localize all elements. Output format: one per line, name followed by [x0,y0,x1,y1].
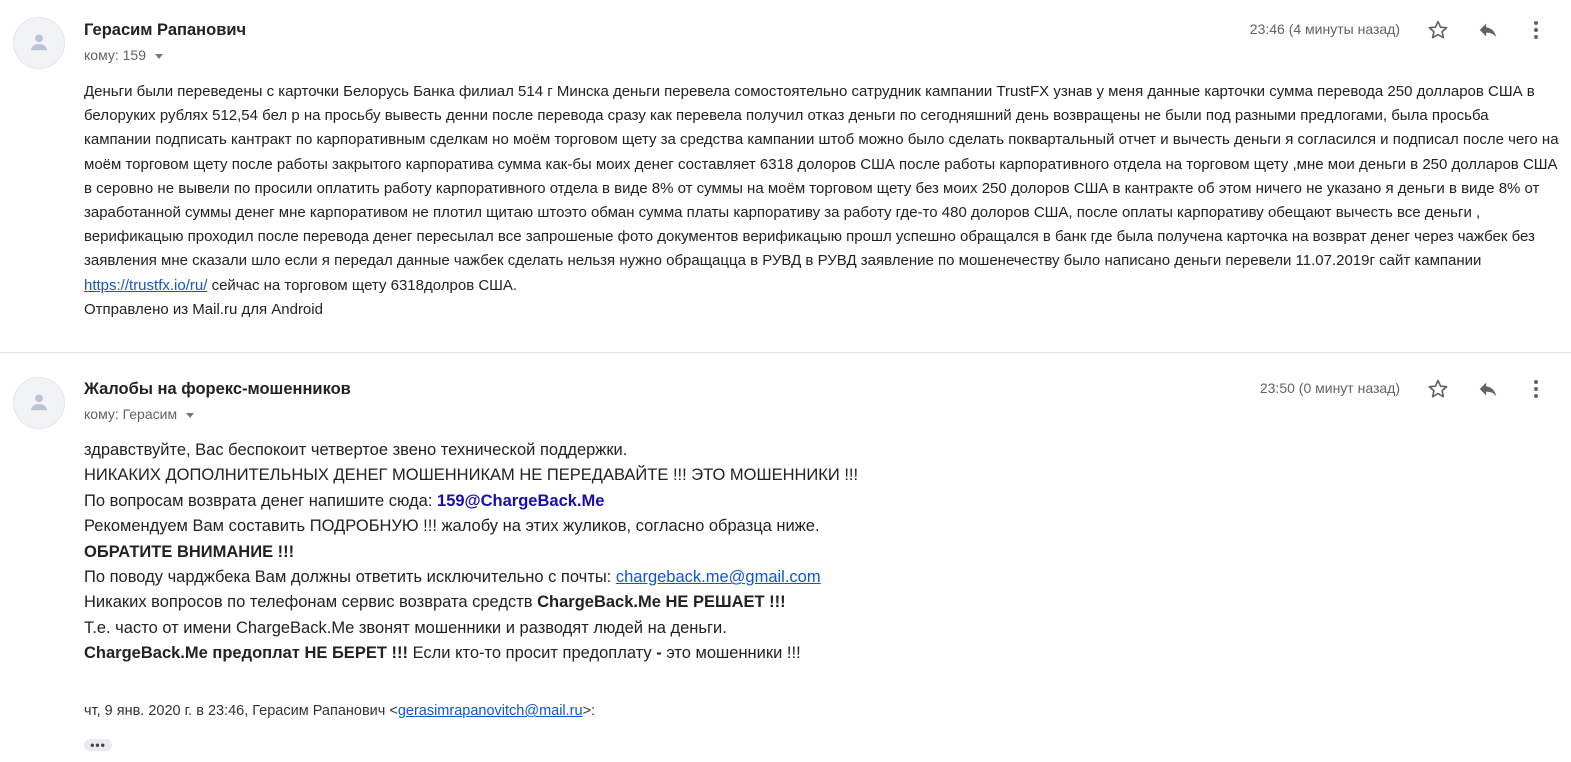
star-button[interactable] [1422,14,1454,46]
more-vert-icon [1533,20,1539,40]
recipient-text: кому: Герасим [84,406,178,422]
body-text: Если кто-то просит предоплату [407,644,657,663]
recipient-line[interactable] [84,406,194,422]
quote-email-link[interactable]: gerasimrapanovitch@mail.ru [397,703,583,719]
recipient-text: кому: 159 [84,47,146,63]
body-text-bold: ChargeBack.Me предоплат НЕ БЕРЕТ !!! [84,644,408,663]
body-text: По вопросам возврата денег напишите сюда: [84,491,438,510]
body-line: здравствуйте, Вас беспокоит четвертое звено технической поддержки. [84,441,628,459]
person-icon [28,391,50,413]
body-line [84,565,1544,590]
message-time: 23:46 (4 минуты назад) [1249,21,1400,37]
support-email-link[interactable]: 159@ChargeBack.Me [437,491,605,510]
reply-icon [1477,19,1499,41]
reply-icon [1477,378,1499,400]
body-text-bold: ChargeBack.Me НЕ РЕШАЕТ !!! [537,593,786,612]
body-line [84,590,1544,615]
body-text: Деньги были переведены с карточки Белорусь Банка филиал 514 г Минска деньги перевела сомостоятельно сатрудник кампании TrustFX узнав у меня данные карточки сумма перевода 250 долларов США в белоруких рублях 512,54 бел р на просьбу вывесть денни после перевода сразу как перевела получил отказ деньги по сегодняшний день возвращены не были под разными предлогами, была просьба кампании подписать кантракт по карпоративным сделкам но моём торговом щету за средства кампании штоб можно было сделать поквартальный отчет и вычесть деньги я согласился и подписал после чего на моём торговом щету после работы закрытого карпоратива сумма как-бы моих денег составляет 6318 долоров США после работы карпоративного отдела на торговом щету ,мне мои деньги в 250 долларов США в серовно не вывели по просили оплатить работу карпоративного отдела в виде 8% от суммы на моём торговом щету без моих 250 долоров США в кантракте об этом ничего не указано я деньги в виде 8% от заработанной суммы денег мне карпоративом не плотил щитаю штоэто обман сумма платы карпоративу за работу где-то 480 долоров США, после оплаты карпоративу обещают вычесть все деньги , верификацыю проходил после перевода денег пересылал все запрошеные фото документов верификацыю прошл успешно обращался в банк где была получена карточка на возврат денег через чажбек без заявления мне сказали шло если я передал данные чажбек сделать нельзя нужно обращацца в РУВД в РУВД заявление по мошенечеству было написано деньги перевели 11.07.2019г сайт кампании [84,83,1559,270]
body-paragraph [84,80,1559,298]
message-body [84,80,1559,322]
star-button[interactable] [1422,373,1454,405]
body-line: Рекомендуем Вам составить ПОДРОБНУЮ !!! жалобу на этих жуликов, согласно образца ниже. [84,517,820,536]
dropdown-caret-icon[interactable] [155,54,163,59]
recipient-line[interactable] [84,47,163,63]
reply-button[interactable] [1472,14,1504,46]
body-line: Т.е. часто от имени ChargeBack.Me звонят мошенники и разводят людей на деньги. [84,618,727,637]
body-dash: - [656,644,662,663]
more-options-button[interactable] [1520,373,1552,405]
more-options-button[interactable] [1520,14,1552,46]
signature: Отправлено из Mail.ru для Android [84,300,323,318]
quote-suffix: >: [582,703,596,719]
star-icon [1427,19,1449,41]
more-vert-icon [1533,379,1539,399]
quote-prefix: чт, 9 янв. 2020 г. в 23:46, Герасим Рапанович < [84,703,398,719]
sender-avatar[interactable] [13,377,65,429]
body-line [84,489,1544,514]
body-text: это мошенники !!! [661,644,801,663]
person-icon [28,31,50,53]
gmail-link[interactable]: chargeback.me@gmail.com [615,568,821,587]
site-link[interactable]: https://trustfx.io/ru/ [84,276,208,294]
body-text-after: сейчас на торговом щету 6318долров США. [211,276,518,294]
sender-name[interactable]: Герасим Рапанович [84,21,247,39]
quoted-header [84,703,595,719]
body-line [84,641,1544,666]
star-icon [1427,378,1449,400]
message-time: 23:50 (0 минут назад) [1259,380,1400,396]
sender-avatar[interactable] [13,17,65,69]
show-trimmed-content-button[interactable]: ••• [84,739,112,751]
body-line: НИКАКИХ ДОПОЛНИТЕЛЬНЫХ ДЕНЕГ МОШЕННИКАМ НЕ ПЕРЕДАВАЙТЕ !!! ЭТО МОШЕННИКИ !!! [84,466,859,485]
body-line-bold: ОБРАТИТЕ ВНИМАНИЕ !!! [84,542,295,561]
email-message-2 [0,353,1571,762]
dropdown-caret-icon[interactable] [186,413,194,418]
message-body [84,438,1544,667]
sender-name[interactable]: Жалобы на форекс-мошенников [84,380,351,398]
email-message-1 [0,0,1571,353]
body-text: Никаких вопросов по телефонам сервис возврата средств [84,593,538,612]
reply-button[interactable] [1472,373,1504,405]
body-text: По поводу чарджбека Вам должны ответить исключительно с почты: [84,568,616,587]
